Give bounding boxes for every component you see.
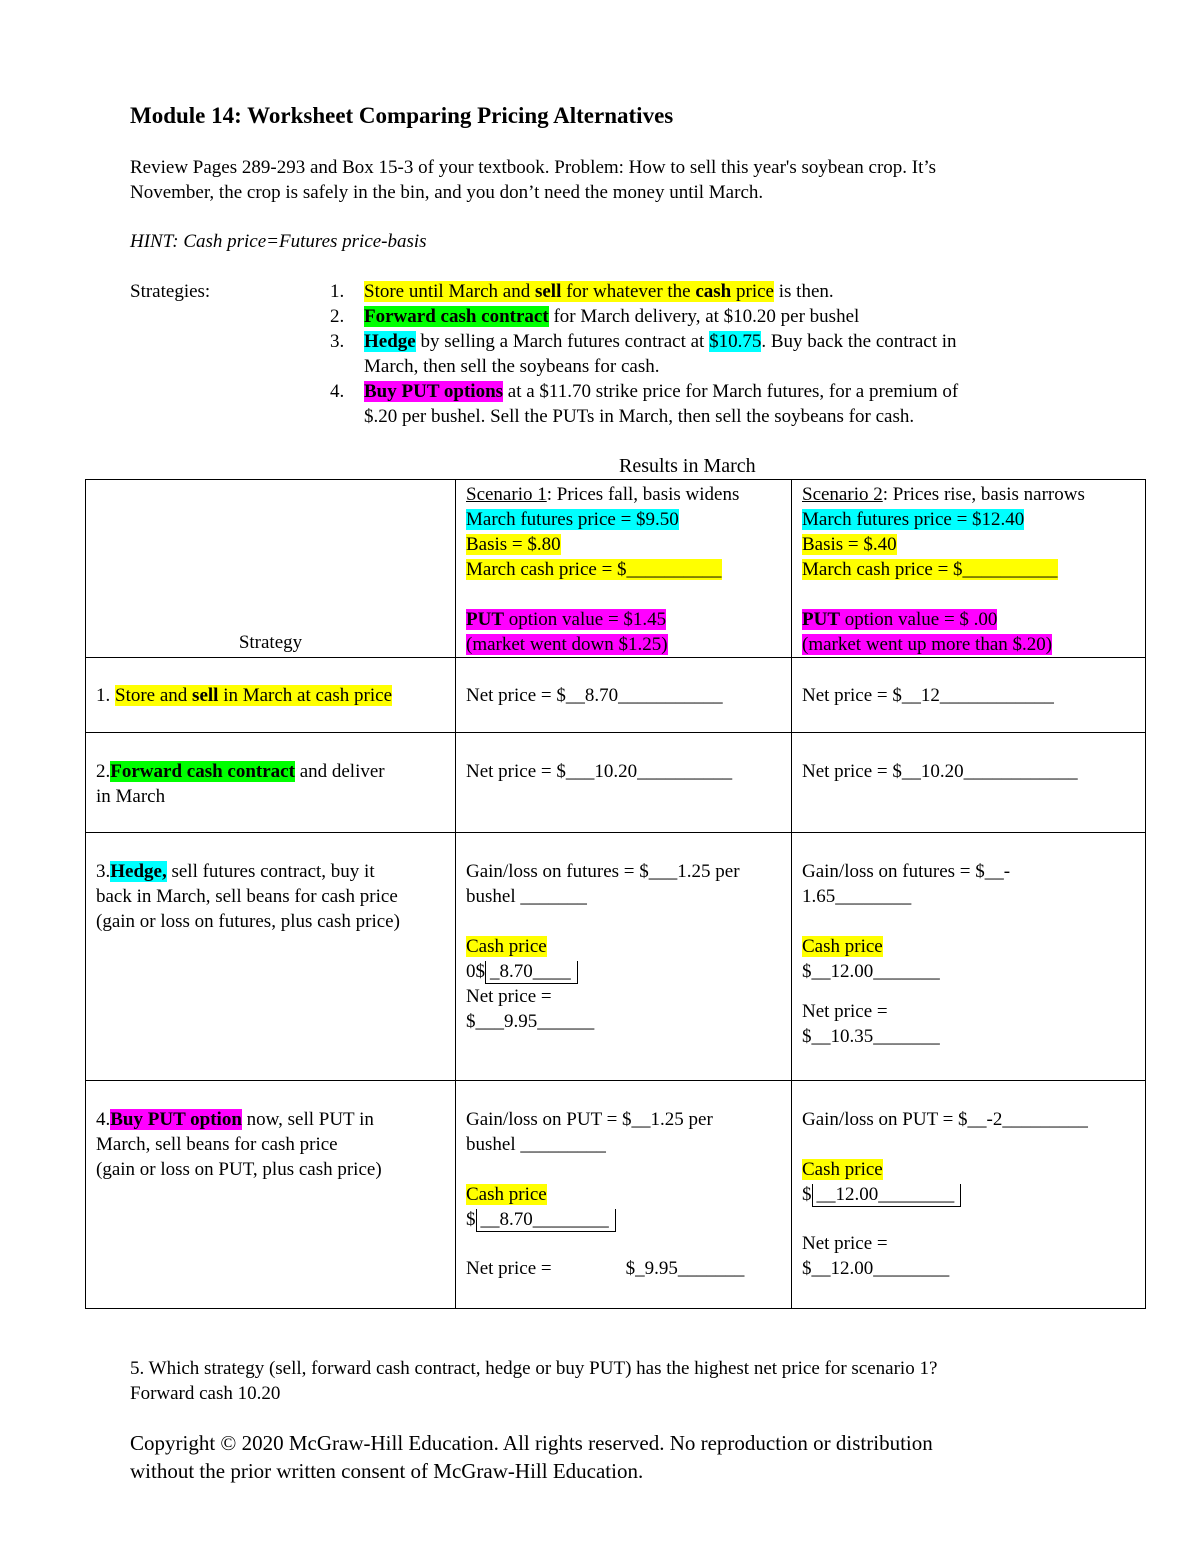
table-row-3 [86, 833, 1146, 1081]
row1-scenario1: Net price = $__8.70___________ [456, 658, 792, 733]
question-5: 5. Which strategy (sell, forward cash contract, hedge or buy PUT) has the highest net price for scenario 1? [130, 1358, 938, 1379]
strategy-item-1: 1. Store until March and sell for whatever the cash price is then. [330, 281, 834, 302]
strategy-item-4-cont: $.20 per bushel. Sell the PUTs in March, then sell the soybeans for cash. [364, 406, 915, 427]
row3-s1-cash-box: _8.70____ [485, 961, 578, 984]
strategy-item-4: 4. Buy PUT options at a $11.70 strike price for March futures, for a premium of [330, 381, 959, 402]
strategy-item-3-cont: March, then sell the soybeans for cash. [364, 356, 660, 377]
table-header-row [86, 480, 1146, 658]
row4-s1-cash-box: __8.70________ [476, 1209, 616, 1232]
copyright-line-1: Copyright © 2020 McGraw-Hill Education. All rights reserved. No reproduction or distribution [130, 1431, 933, 1455]
row2-strategy: 2.Forward cash contract and deliver in March [86, 733, 456, 833]
row3-scenario1: Gain/loss on futures = $___1.25 per bushel _______ Cash price 0$ _8.70____ Net price = $___9.95______ [456, 833, 792, 1081]
row4-scenario1: Gain/loss on PUT = $__1.25 per bushel _________ Cash price $ __8.70________ Net price = $_9.95_______ [456, 1081, 792, 1309]
row4-strategy: 4.Buy PUT option now, sell PUT in March, sell beans for cash price (gain or loss on PUT, plus cash price) [86, 1081, 456, 1309]
scenario1-header: Scenario 1: Prices fall, basis widens March futures price = $9.50 Basis = $.80 March cash price = $__________ PUT option value = $1.45 (market went down $1.25) [456, 480, 792, 658]
row3-strategy: 3.Hedge, sell futures contract, buy it back in March, sell beans for cash price (gain or loss on futures, plus cash price) [86, 833, 456, 1081]
strategies-label: Strategies: [130, 281, 211, 302]
question-5-answer: Forward cash 10.20 [130, 1383, 281, 1404]
row1-scenario2: Net price = $__12____________ [792, 658, 1146, 733]
intro-line-1: Review Pages 289-293 and Box 15-3 of your textbook. Problem: How to sell this year's soybean crop. It’s [130, 157, 937, 178]
intro-line-2: November, the crop is safely in the bin, and you don’t need the money until March. [130, 182, 764, 203]
row4-s2-cash-box: __12.00________ [812, 1184, 962, 1207]
row4-scenario2: Gain/loss on PUT = $__-2_________ Cash price $ __12.00________ Net price = $__12.00________ [792, 1081, 1146, 1309]
strategy-item-3: 3. Hedge by selling a March futures contract at $10.75. Buy back the contract in [330, 331, 957, 352]
results-table [85, 479, 1146, 1309]
row3-scenario2: Gain/loss on futures = $__- 1.65________ Cash price $__12.00_______ Net price = $__10.35_______ [792, 833, 1146, 1081]
strategy-header: Strategy [86, 480, 456, 658]
table-row-4 [86, 1081, 1146, 1309]
hint: HINT: Cash price=Futures price-basis [130, 231, 427, 252]
scenario2-header: Scenario 2: Prices rise, basis narrows March futures price = $12.40 Basis = $.40 March cash price = $__________ PUT option value = $ .00 (market went up more than $.20) [792, 480, 1146, 658]
row2-scenario2: Net price = $__10.20____________ [792, 733, 1146, 833]
page-title: Module 14: Worksheet Comparing Pricing Alternatives [130, 103, 674, 128]
strategy-item-2: 2. Forward cash contract for March delivery, at $10.20 per bushel [330, 306, 860, 327]
results-title: Results in March [619, 455, 756, 477]
row1-strategy: 1. Store and sell in March at cash price [86, 658, 456, 733]
row2-scenario1: Net price = $___10.20__________ [456, 733, 792, 833]
table-row-2 [86, 733, 1146, 833]
table-row-1 [86, 658, 1146, 733]
copyright-line-2: without the prior written consent of McGraw-Hill Education. [130, 1459, 644, 1483]
